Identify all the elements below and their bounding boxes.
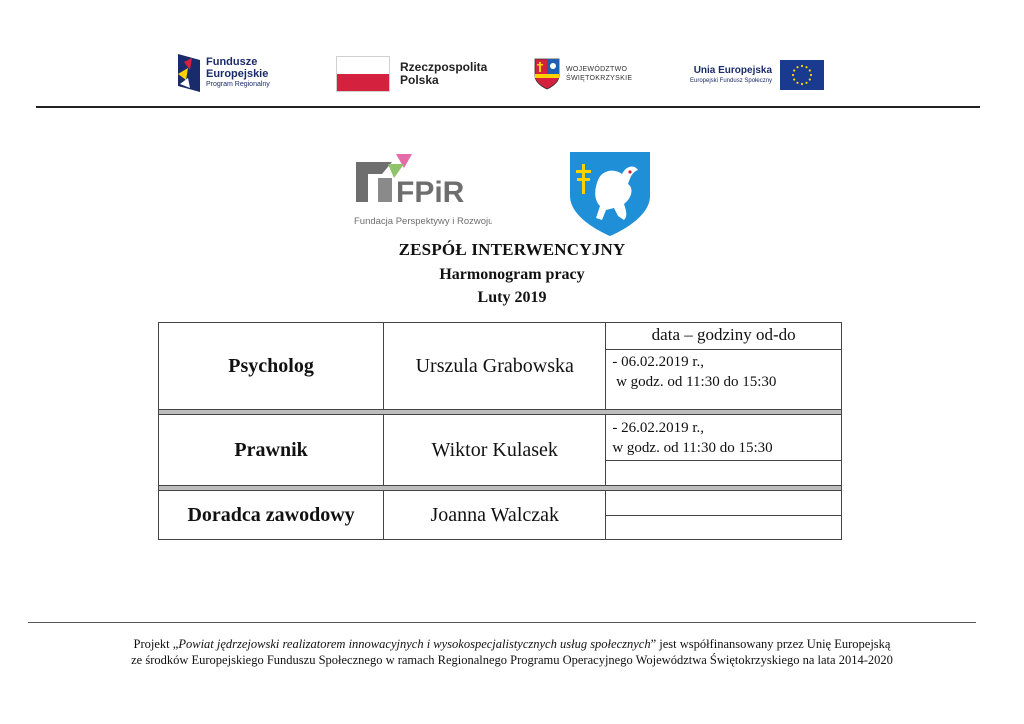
wojewodztwo-logo	[534, 58, 632, 90]
rzeczpospolita-polska-logo	[336, 56, 487, 92]
fundusze-europejskie-logo	[178, 54, 270, 92]
footer-divider	[28, 622, 976, 623]
footer-line1	[0, 637, 1024, 652]
rp-line2: Polska	[400, 73, 439, 87]
header-divider	[36, 106, 980, 108]
eu-flag-icon	[780, 60, 824, 90]
document-month: Luty 2019	[477, 289, 547, 306]
document-title: ZESPÓŁ INTERWENCYJNY	[398, 240, 626, 259]
date-entry	[606, 416, 841, 460]
fe-line3: Program Regionalny	[206, 81, 270, 88]
hours-value: w godz. od 11:30 do 15:30	[612, 440, 773, 456]
footer-line2: ze środków Europejskiego Funduszu Społecznego w ramach Regionalnego Programu Operacyjnego Województwa Świętokrzyskiego na lata 2014-2020	[131, 653, 893, 667]
dates-cell	[606, 415, 842, 486]
fpir-logo	[352, 152, 492, 232]
footer-prefix: Projekt „	[133, 637, 179, 651]
date-value: - 26.02.2019 r.,	[612, 420, 705, 436]
table-row	[159, 415, 842, 486]
ws-line1: WOJEWÓDZTWO	[566, 66, 628, 73]
document-subtitle: Harmonogram pracy	[439, 266, 585, 283]
fe-line1: Fundusze	[206, 56, 258, 68]
hours-value: w godz. od 11:30 do 15:30	[612, 373, 777, 390]
date-entry	[606, 350, 841, 408]
fe-line2: Europejskie	[206, 68, 269, 80]
fundusze-europejskie-icon	[178, 54, 200, 92]
ws-line2: ŚWIĘTOKRZYSKIE	[566, 75, 633, 82]
wojewodztwo-crest-icon	[534, 58, 560, 90]
date-value: - 06.02.2019 r.,	[612, 353, 705, 370]
footer-suffix: ” jest współfinansowany przez Unię Europejską	[650, 637, 891, 651]
role-cell: Prawnik	[159, 415, 384, 486]
schedule-table	[158, 322, 842, 540]
date-empty-cell	[606, 515, 841, 539]
logo-bar	[36, 46, 980, 104]
county-crest	[568, 150, 652, 238]
role-cell: Psycholog	[159, 323, 384, 410]
dates-cell	[606, 491, 842, 540]
dates-cell	[606, 323, 842, 410]
county-crest-icon	[568, 150, 652, 238]
date-header: data – godziny od-do	[606, 325, 841, 350]
date-empty-cell	[606, 492, 841, 515]
role-cell: Doradca zawodowy	[159, 491, 384, 540]
date-empty-cell	[606, 460, 841, 484]
person-cell: Wiktor Kulasek	[384, 415, 606, 486]
fpir-mark: FPiR	[396, 176, 465, 209]
ue-line1: Unia Europejska	[693, 65, 773, 76]
unia-europejska-logo	[690, 60, 824, 90]
rp-line1: Rzeczpospolita	[400, 60, 488, 74]
person-cell: Joanna Walczak	[384, 491, 606, 540]
table-row	[159, 491, 842, 540]
table-row	[159, 323, 842, 410]
ue-line2: Europejski Fundusz Społeczny	[690, 78, 773, 84]
person-cell: Urszula Grabowska	[384, 323, 606, 410]
polish-flag-icon	[336, 56, 390, 92]
fpir-caption: Fundacja Perspektywy i Rozwoju	[354, 216, 492, 227]
footer-project-title: Powiat jędrzejowski realizatorem innowacyjnych i wysokospecjalistycznych usług społecznych	[178, 637, 651, 651]
